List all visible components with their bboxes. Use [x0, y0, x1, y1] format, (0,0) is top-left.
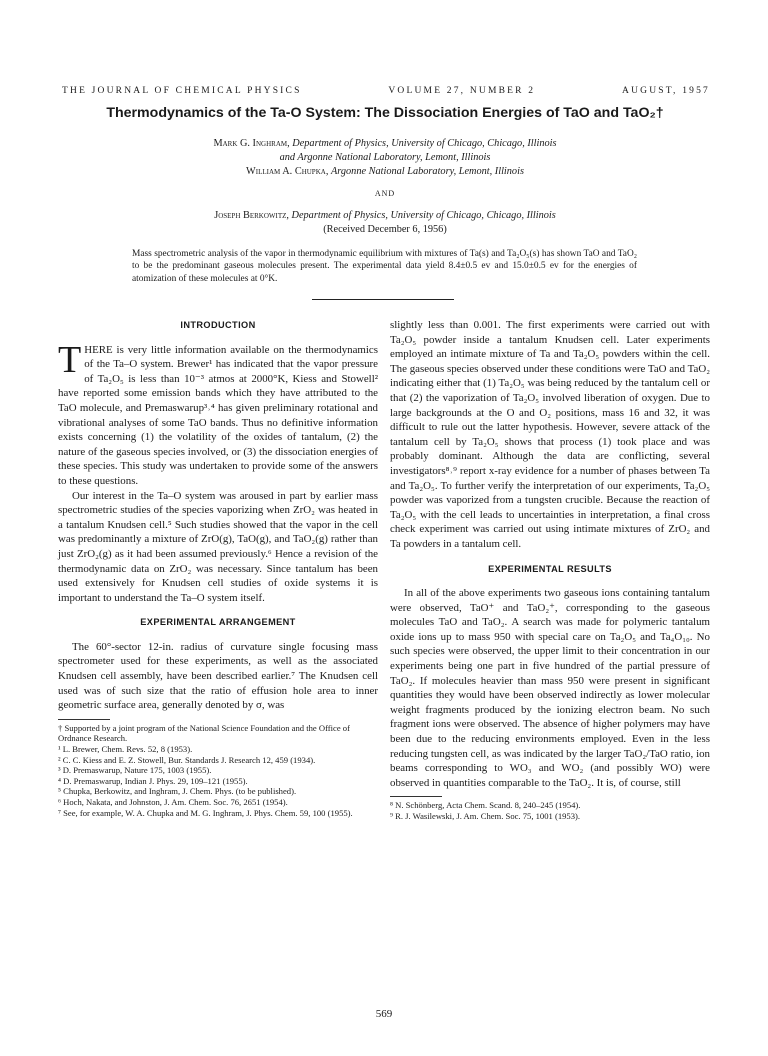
- author-conjunction: AND: [374, 189, 396, 198]
- intro-paragraph-2: Our interest in the Ta–O system was aroused in part by earlier mass spectrometric studies of the species vaporizing when ZrO₂ was heated in a tantalum Knudsen cell.⁵ Such studies showed that the vapor in the cell was predominantly a mixture of ZrO(g), TaO(g), and TaO₂(g) rather than just ZrO₂(g) as it had been assumed previously.⁶ Hence a revision of the thermodynamic data on ZrO₂ was necessary. Since tantalum has been used extensively for Knudsen cell studies of oxide systems it is important to understand the Ta–O system itself.: [58, 489, 378, 604]
- drop-cap: T: [58, 338, 82, 381]
- footnote: ⁸ N. Schönberg, Acta Chem. Scand. 8, 240–245 (1954).: [390, 800, 581, 811]
- author-line-2: [80, 165, 690, 179]
- footnote: † Supported by a joint program of the National Science Foundation and the Office of Ordnance Research.: [58, 722, 350, 744]
- footnote: ⁹ R. J. Wasilewski, J. Am. Chem. Soc. 75, 1001 (1953).: [390, 811, 581, 821]
- experimental-paragraph: The 60°-sector 12-in. radius of curvature single focusing mass spectrometer used for these experiments, as well as the associated Knudsen cell assembly, have been described earlier.⁷ The Knudsen cell used was of such size that the ratio of effusion hole area to inner geometric surface area, generally denoted by σ, was: [58, 640, 378, 712]
- left-column: [58, 318, 378, 818]
- section-divider: [312, 299, 454, 300]
- footnote: ⁴ D. Premaswarup, Indian J. Phys. 29, 109–121 (1955).: [58, 775, 248, 786]
- intro-text: HERE is very little information available on the thermodynamics of the Ta–O system. Brewer¹ has indicated that the vapor pressure of Ta₂O₅ is less than 10⁻³ atmos at 2000°K, Kiess and Stowell² have reported some emission bands which they have attributed to the TaO molecule, and Premaswarup³˒⁴ has given preliminary rotational and vibrational analyses of some TaO bands. Thus no definitive information exists concerning (1) the volatility of the oxides of tantalum, (2) the nature of the gaseous species involved, or (3) the dissociation energies of these species. This study was undertaken to provide some of the answers to these questions.: [58, 343, 378, 487]
- author-block: [80, 137, 690, 237]
- issue-date: AUGUST, 1957: [622, 86, 710, 96]
- article-title: Thermodynamics of the Ta-O System: The Dissociation Energies of TaO and TaO₂†: [106, 105, 664, 121]
- volume-number: VOLUME 27, NUMBER 2: [388, 86, 536, 96]
- footnote-rule: [58, 719, 110, 720]
- intro-paragraph: [58, 338, 378, 489]
- section-heading: EXPERIMENTAL ARRANGEMENT: [140, 617, 296, 628]
- section-heading: INTRODUCTION: [180, 320, 256, 330]
- author-line-3: [80, 209, 690, 223]
- section-heading: EXPERIMENTAL RESULTS: [488, 563, 612, 574]
- footnote: ² C. C. Kiess and E. Z. Stowell, Bur. Standards J. Research 12, 459 (1934).: [58, 754, 316, 765]
- author-name: Mark G. Inghram,: [213, 138, 290, 149]
- author-affiliation: Argonne National Laboratory, Lemont, Illinois: [330, 166, 524, 177]
- author-name: Joseph Berkowitz,: [214, 210, 289, 221]
- footnote-rule: [390, 796, 442, 797]
- footnote: ³ D. Premaswarup, Nature 175, 1003 (1955).: [58, 765, 212, 776]
- right-column: [390, 318, 710, 822]
- footnote: ⁶ Hoch, Nakata, and Johnston, J. Am. Chem. Soc. 76, 2651 (1954).: [58, 797, 288, 807]
- author-name: William A. Chupka,: [246, 166, 329, 177]
- continued-paragraph: slightly less than 0.001. The first experiments were carried out with Ta₂O₅ powder inside a tantalum Knudsen cell. Later experiments employed an intimate mixture of Ta and Ta₂O₅ powders within the cell. The gaseous species observed under these conditions were TaO and TaO₂ indicating either that (1) Ta₂O₅ was being reduced by the tantalum cell or that (2) the vaporization of Ta₂O₅ involved liberation of oxygen. Due to large backgrounds at the O and O₂ positions, mass 16 and 32, it was difficult to rule out the latter hypothesis. However, severe attack of the tantalum cell by Ta₂O₅ shows that process (1) took place and was probably dominant. Although the data are conflicting, several investigators⁸˒⁹ report x-ray evidence for a number of phases between Ta and Ta₂O₅. To further verify the interpretation of our experiments, Ta₂O₅ powder was vaporized from a tungsten crucible. Because the reaction of Ta₂O₅ with the cell leads to uncertainties in interpretation, a final cross check experiment was carried out using intimate mixtures of ZrO₂ and Ta powders in a tantalum cell.: [390, 319, 710, 550]
- footnote: ⁵ Chupka, Berkowitz, and Inghram, J. Chem. Phys. (to be published).: [58, 786, 297, 797]
- author-line-1: [80, 137, 690, 151]
- author-affiliation: and Argonne National Laboratory, Lemont, Illinois: [279, 152, 491, 163]
- footnote: ⁷ See, for example, W. A. Chupka and M. G. Inghram, J. Phys. Chem. 59, 100 (1955).: [58, 807, 353, 818]
- abstract: Mass spectrometric analysis of the vapor in thermodynamic equilibrium with mixtures of Ta(s) and Ta₂O₅(s) has shown TaO and TaO₂ to be the predominant gaseous molecules present. The experimental data yield 8.4±0.5 ev and 15.0±0.5 ev for the energies of atomization of these molecules at 0°K.: [132, 249, 637, 284]
- footnote: ¹ L. Brewer, Chem. Revs. 52, 8 (1953).: [58, 744, 193, 755]
- received-date: (Received December 6, 1956): [323, 224, 447, 235]
- journal-name: THE JOURNAL OF CHEMICAL PHYSICS: [62, 86, 302, 96]
- author-affiliation: Department of Physics, University of Chicago, Chicago, Illinois: [291, 210, 556, 221]
- results-paragraph: In all of the above experiments two gaseous ions containing tantalum were observed, TaO⁺ and TaO₂⁺, corresponding to the gaseous molecules TaO and TaO₂. A search was made for polymeric tantalum oxide ions up to mass 950 with special care on Ta₂O₅ and Ta₄O₁₀. No such species were observed, the upper limit to their concentration in our experiments being one part in five hundred of the partial pressure of TaO₂. If molecules heavier than mass 950 were present in significant quantities they would have been observed indirectly as lower molecular weight fragments produced by the ionizing electron beam. No such fragment ions were observed. The absence of higher polymers may have been due to the reducing environments employed. Even in the less reducing tungsten cell, as was indicated by the larger TaO₂/TaO ratio, ion beams corresponding to WO₃ and WO₂ (and possibly WO) were observed in quantities comparable to the TaO₂. It is, of course, still: [390, 587, 710, 789]
- page-number: 569: [375, 1008, 393, 1020]
- author-affiliation: Department of Physics, University of Chicago, Chicago, Illinois: [292, 138, 557, 149]
- running-header: [62, 86, 710, 96]
